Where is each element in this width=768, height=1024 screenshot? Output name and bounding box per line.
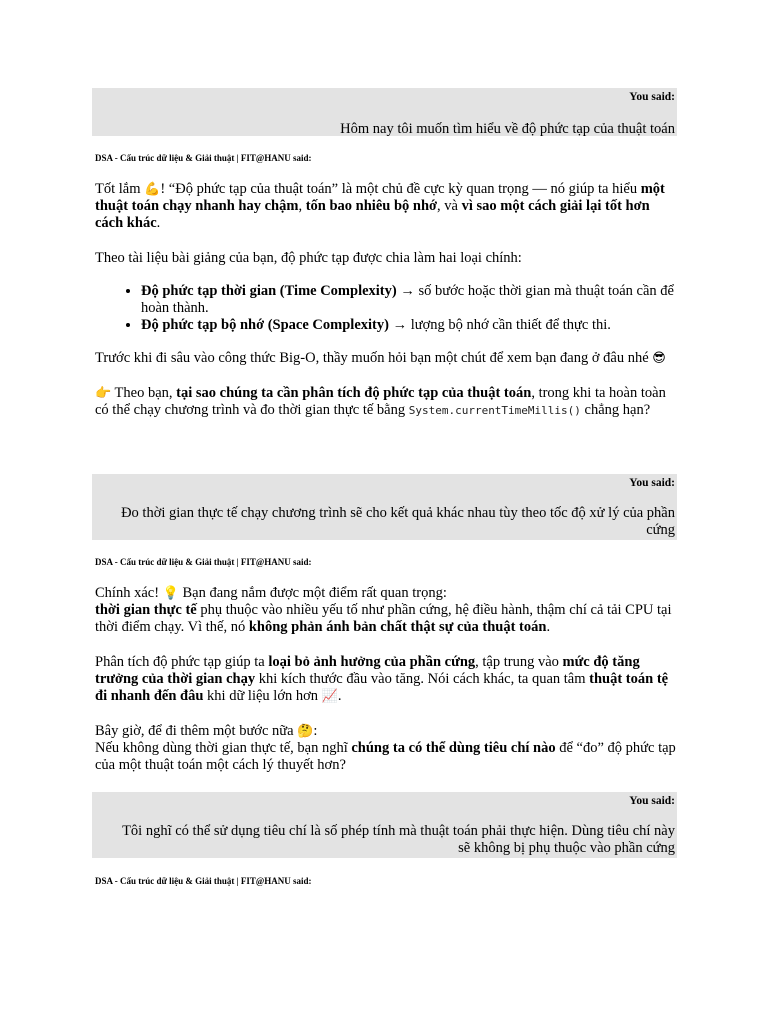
user-label: You said: bbox=[629, 477, 675, 489]
assistant-label: DSA - Cấu trúc dữ liệu & Giải thuật | FIT@HANU said: bbox=[95, 153, 312, 163]
user-message-2 bbox=[92, 474, 677, 540]
flexed-biceps-icon: 💪 bbox=[144, 182, 161, 197]
chart-increasing-icon: 📈 bbox=[321, 689, 338, 704]
reply-paragraph: Chính xác! 💡 Bạn đang nắm được một điểm rất quan trọng: thời gian thực tế phụ thuộc vào nhiều yếu tố như phần cứng, hệ điều hành, thậm chí cả tải CPU tại thời điểm chạy. Vì thế, nó không phản ánh bản chất thật sự của thuật toán. bbox=[95, 585, 672, 635]
sunglasses-face-icon: 😎 bbox=[652, 351, 666, 366]
user-message-1 bbox=[92, 88, 677, 136]
thinking-face-icon: 🤔 bbox=[297, 724, 314, 739]
reply-paragraph: Phân tích độ phức tạp giúp ta loại bỏ ảnh hưởng của phần cứng, tập trung vào mức độ tăng trưởng của thời gian chạy khi kích thước đầu vào tăng. Nói cách khác, ta quan tâm thuật toán tệ đi nhanh đến đâu khi dữ liệu lớn hơn 📈. bbox=[95, 654, 669, 704]
pointing-right-icon: 👉 bbox=[95, 386, 112, 401]
reply-paragraph: Theo tài liệu bài giảng của bạn, độ phức tạp được chia làm hai loại chính: bbox=[95, 250, 522, 266]
user-message-text: Đo thời gian thực tế chạy chương trình sẽ cho kết quả khác nhau tùy theo tốc độ xử lý của phần cứng bbox=[121, 505, 675, 538]
complexity-list bbox=[95, 283, 677, 334]
user-message-3 bbox=[92, 792, 677, 858]
assistant-reply-2 bbox=[95, 585, 677, 774]
user-label: You said: bbox=[629, 795, 675, 807]
user-message-text: Tôi nghĩ có thể sử dụng tiêu chí là số phép tính mà thuật toán phải thực hiện. Dùng tiêu chí này sẽ không bị phụ thuộc vào phần cứng bbox=[122, 823, 675, 856]
assistant-label: DSA - Cấu trúc dữ liệu & Giải thuật | FIT@HANU said: bbox=[95, 557, 312, 567]
list-item: • Độ phức tạp thời gian (Time Complexity) → số bước hoặc thời gian mà thuật toán cần để hoàn thành. bbox=[141, 283, 677, 317]
reply-paragraph: Trước khi đi sâu vào công thức Big-O, thầy muốn hỏi bạn một chút để xem bạn đang ở đâu nhé 😎 bbox=[95, 350, 666, 366]
reply-paragraph: Tốt lắm 💪! “Độ phức tạp của thuật toán” là một chủ đề cực kỳ quan trọng — nó giúp ta hiểu một thuật toán chạy nhanh hay chậm, tốn bao nhiêu bộ nhớ, và vì sao một cách giải lại tốt hơn cách khác. bbox=[95, 181, 665, 231]
light-bulb-icon: 💡 bbox=[162, 586, 179, 601]
assistant-reply-1 bbox=[95, 181, 677, 419]
reply-paragraph: Bây giờ, để đi thêm một bước nữa 🤔: Nếu không dùng thời gian thực tế, bạn nghĩ chúng ta có thể dùng tiêu chí nào để “đo” độ phức tạp của một thuật toán một cách lý thuyết hơn? bbox=[95, 723, 676, 773]
code-snippet: System.currentTimeMillis() bbox=[408, 404, 581, 417]
reply-paragraph: 👉 Theo bạn, tại sao chúng ta cần phân tích độ phức tạp của thuật toán, trong khi ta hoàn toàn có thể chạy chương trình và đo thời gian thực tế bằng System.currentTimeMillis() chẳng hạn? bbox=[95, 385, 666, 418]
user-label: You said: bbox=[629, 91, 675, 103]
assistant-label: DSA - Cấu trúc dữ liệu & Giải thuật | FIT@HANU said: bbox=[95, 876, 312, 886]
user-message-text: Hôm nay tôi muốn tìm hiểu về độ phức tạp của thuật toán bbox=[340, 121, 675, 137]
list-item: • Độ phức tạp bộ nhớ (Space Complexity) → lượng bộ nhớ cần thiết để thực thi. bbox=[141, 317, 677, 334]
